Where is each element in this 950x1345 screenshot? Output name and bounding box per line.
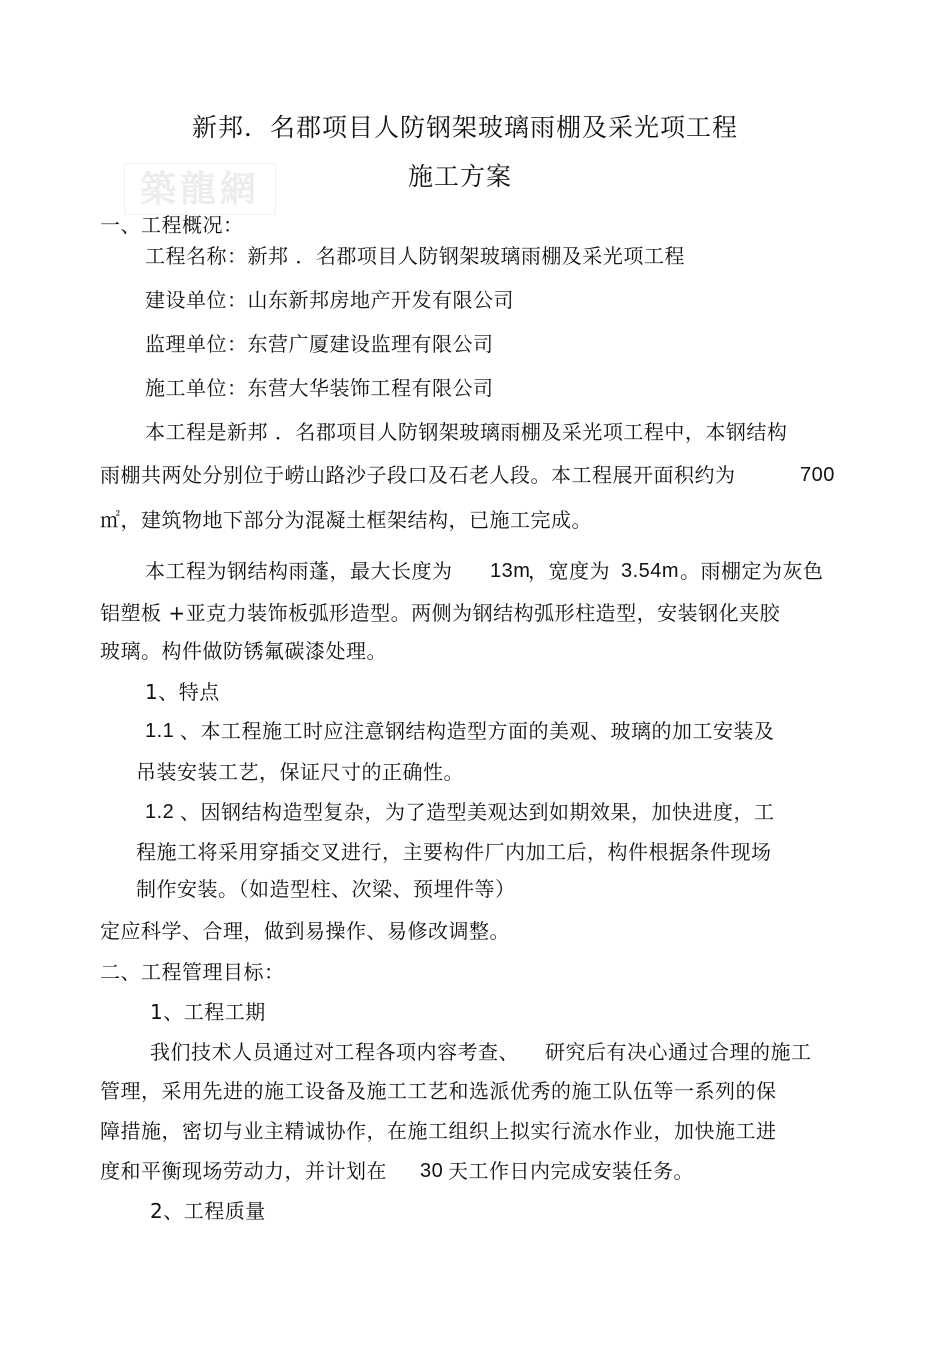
section-heading-overview: 一、工程概况：	[100, 213, 244, 237]
schedule-line-1a: 我们技术人员通过对工程各项内容考查、	[150, 1040, 519, 1064]
document-subtitle: 施工方案	[408, 162, 513, 191]
schedule-line-3: 障措施，密切与业主精诚协作，在施工组织上拟实行流水作业，加快施工进	[100, 1119, 777, 1143]
feature-1-line-1: 、本工程施工时应注意钢结构造型方面的美观、玻璃的加工安装及	[180, 719, 775, 743]
paragraph-1-line-1: 本工程是新邦 ．名郡项目人防钢架玻璃雨棚及采光项工程中，本钢结构	[145, 420, 788, 444]
schedule-line-4b: 天工作日内完成安装任务。	[448, 1159, 694, 1183]
schedule-line-1b: 研究后有决心通过合理的施工	[545, 1040, 812, 1064]
feature-2-number: 1.2	[145, 801, 175, 823]
features-heading: 1、特点	[145, 680, 220, 704]
paragraph-2-line-2: 铝塑板 +亚克力装饰板弧形造型。两侧为钢结构弧形柱造型，安装钢化夹胶	[100, 601, 781, 625]
schedule-line-4a: 度和平衡现场劳动力，并计划在	[100, 1159, 387, 1183]
section-heading-goals: 二、工程管理目标：	[100, 960, 285, 984]
max-length-value: 13m	[490, 560, 531, 582]
paragraph-2-line-1c: 。雨棚定为灰色	[680, 559, 824, 583]
feature-2-line-3: 制作安装。（如造型柱、次梁、预埋件等）	[136, 877, 516, 901]
project-name-line: 工程名称：新邦 ．名郡项目人防钢架玻璃雨棚及采光项工程	[145, 244, 685, 268]
paragraph-1-line-2: 雨棚共两处分别位于崂山路沙子段口及石老人段。本工程展开面积约为	[100, 463, 736, 487]
paragraph-2-line-3: 玻璃。构件做防锈氟碳漆处理。	[100, 639, 387, 663]
contractor-line: 施工单位：东营大华装饰工程有限公司	[145, 376, 494, 400]
quality-heading: 2、工程质量	[150, 1199, 266, 1223]
paragraph-2-line-1b: ，宽度为	[528, 559, 610, 583]
supervisor-line: 监理单位：东营广厦建设监理有限公司	[145, 332, 494, 356]
paragraph-2-line-1a: 本工程为钢结构雨蓬，最大长度为	[145, 559, 453, 583]
paragraph-1-line-3: ㎡，建筑物地下部分为混凝土框架结构，已施工完成。	[100, 508, 592, 532]
days-value: 30	[420, 1160, 444, 1182]
owner-line: 建设单位：山东新邦房地产开发有限公司	[145, 288, 514, 312]
feature-2-line-4: 定应科学、合理，做到易操作、易修改调整。	[100, 919, 510, 943]
area-value: 700	[800, 464, 835, 486]
schedule-heading: 1、工程工期	[150, 1000, 266, 1024]
schedule-line-2: 管理，采用先进的施工设备及施工工艺和选派优秀的施工队伍等一系列的保	[100, 1079, 777, 1103]
width-value: 3.54m	[621, 560, 680, 582]
feature-1-line-2: 吊装安装工艺，保证尺寸的正确性。	[136, 760, 464, 784]
feature-2-line-2: 程施工将采用穿插交叉进行，主要构件厂内加工后，构件根据条件现场	[136, 840, 772, 864]
feature-1-number: 1.1	[145, 720, 175, 742]
watermark-logo: 築龍網	[124, 163, 276, 215]
document-title: 新邦．名郡项目人防钢架玻璃雨棚及采光项工程	[192, 113, 739, 142]
feature-2-line-1: 、因钢结构造型复杂，为了造型美观达到如期效果，加快进度，工	[180, 800, 775, 824]
